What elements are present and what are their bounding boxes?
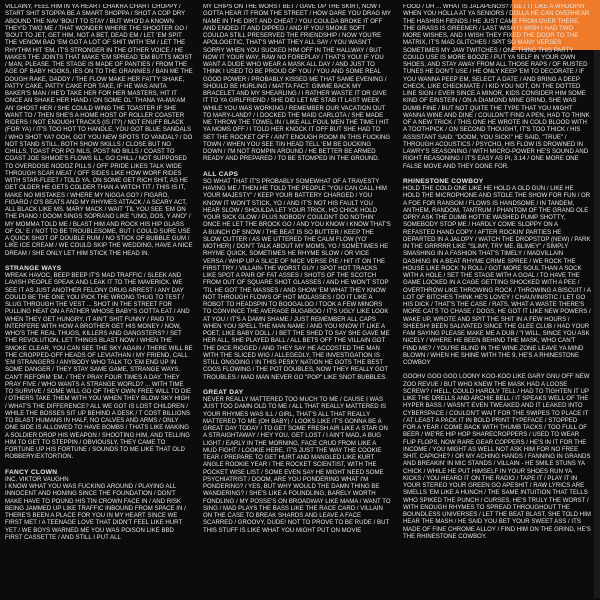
song-title: GREAT DAY: [203, 388, 244, 396]
lyrics-column-3: [403, 4, 591, 596]
song-title: RHINESTONE COWBOY: [403, 177, 484, 185]
song-block: [403, 4, 591, 171]
song-block: [403, 374, 591, 541]
song-block: [403, 178, 591, 368]
song-block: [5, 265, 193, 462]
song-block: [203, 171, 391, 382]
song-lyrics: HOLD THE COLD ONE LIKE HE HOLD A OLD GUN / LIKE HE HOLD THE MICROPHONE AND STOLE THE SHOW FOR FUN / OR A FOE FOR RANSOM / FLOWS IS HANDSOME / IN TANDEM, ANTHEM, RANDOM, TANTRUM / PHANTOM OF THE GRAND OLE OPRY ASK THE DUMB HOTTIE WASHED PUMP SHOTTY, SOMEBODY STOP ME / HARDLY COME SLOPPY ON A REFASTED HAND COPY / AFTER ROCKIN' PARTIES HE DEPARTED IN A JALOPY / WATCH THE DROPSTOP (NEW) / PARK IN THE GRRRRR LIKE "SLIMY, TRY ME. BLIMEY" / SIMPLY SMASHING IN A FASHION THAT'S TIMELY / MADVILLAIN DASHING IN A BEAT RHYME CRIME SPREE / WE ROCK THE HOUSE LIKE ROCK 'N ROLL / GOT MORE SOUL THAN A SOCK WITH A HOLE / SET THE STAGE WITH A GOAL / TO HAVE THE GAME LOCKED IN A CAGE GETTING SHOCKED WITH A PEE / OVERTHROW LIKE THROWING ROCK / THROWING A BISCUIT / A LOT OF BITCHES THINK HE'S LOVEY / CHAUVINISTIC / LET GO HIS DICK / THAT'S THE CASE / RATS, WHAT A WASTE THERE'S MORE CATS TO CHASE / DOGS, HE GOT IT LIKE NEW POWERS / WAKE UP, WROTE AND SPIT THE SHIT IN A FEW HOURS / SHEESH! BEEN SALIVATED SINCE THE GLEE CLUB / HAD YOUR FAM SAYING PLEASE MAKE ME A DUB / "I WILL, SINCE YOU ASK NICELY / WHERE HE BEEN BEHIND THE MASK, WHO CAN'T FIND ME? / YOU'RE BLIND IN THE WINE ZONE LEAVE YA MIND BLOWN / WHEN HE SHINE WITH THE 9, HE'S A RHINESTONE COWBOY: [403, 186, 591, 366]
song-block: [5, 4, 193, 258]
song-block: [203, 389, 391, 535]
song-lyrics: WREAK HAVOC, BEEP BEEP IT'S MAD TRAFFIC / SLEEK AND LAVISH PEOPLE SPEAK AND LEAK IT TO THE MAVERICK. WE SEE IT AS JUST ANOTHER FELONY DRUG ARREST / ANY DAY COULD BE THE ONE YOU PICK THE WRONG THUG TO TEST / SLUG THROUGH THE VEST ... SHOT IN THE STREET FOR PULLING HEAT ON A FATHER WHOSE BABY'S GOTTA EAT / AND WHEN THEY GET HUNGRY, IT AIN'T SHIT FUNNY / PAID TO INTERFERE WITH HOW A BROTHER GET HIS MONEY / NOW, WHO'S THE REAL THUGS, KILLERS AND GANGSTERS? / SET THE REVOLUTION, LET THINGS BLAST NOW / WHEN THE SMOKE CLEAR, YOU CAN SEE THE SKY AGAIN / THERE WILL BE THE CROPPED-OFF HEADS OF LEVIATHAN / MY FRIEND, CALL 'EM STRANGERS / ANYBODY WHO TALK TO 'EM END UP IN SOME DANGER / THEY STAY SAME GAME, STRANGE WAYS. CAN'T REFORM 'EM. / THEY PRAY FOUR TIMES A DAY. THEY PRAY FIVE / WHO WANTS A STRANGE WORLD? ... WITH TIME TO SURVIVE / SOME WILL GO OF THEY OWN FREE WILL TO DIE / OTHERS TAKE THEM WITH YOU WHEN THEY BLOW SKY HIGH / WHAT'S THE DIFFERENCE? ALL WE GOT IS LOST CHILDREN / WHILE THE BOSSES SIT UP BEHIND A DESK / T COST BILLIONS TO BLAST HUMANS IN HALF, NO CALVES AND ARMS / ONLY ONE SIDE IS ALLOWED TO HAVE BOMBS / THATS LIKE MAKING A SOLDIER DROP HIS WEAPON / SHOOTING HIM, AND TELLING HIM TO GET TO STEPPIN / OBVIOUSLY, THEY CAME TO FORTUNE UP HIS FORTUNE / SOUNDS TO ME LIKE THAT OLD ROBBERY/EXTORTION.: [5, 273, 193, 461]
song-lyrics: FOOD / UH ... WHAT IS JALAPEÑOS? / GET IT LIKE A WHOOPIN' WHEN YOU HOLLA AT YA SENIORS / DOLLA HE CAN OVERHEAR THE HASHISH FIENDS / HE JUST CAME FROM OVER THERE, THE GRASS IS GREENER / LAST WISH / I WISH I HAD TWO MORE WISHES, AND I WISH THEY FIXED THE DOOR TO THE MATRIX, IT'S MAD GLITCHES / SPIT SO MANY VERSES SOMETIMES MY JAW TWITCHES / ONE THING THIS PARTY COULD USE IS MORE BOOZE / PUT YA SELF IN YOUR OWN SHOES, AND STAY AWAY FROM ALL THOSE RAPS / OF RUSTED TUNES HE DON'T USE / HE ONLY KEEP 'EM TO DECORATE / IF YOU WANNA PEEP EM, SELECT A DATE / AND BRING A DEEP CHECK, LIKE CHECKMATE / I KID YOU NOT, ON THE DOTTED LINE SIGN / EVER SINCE A MINOR, KIDS CONSIDER HIM SOME KIND OF EINSTEIN / ON A DIAMOND MINE GRIND, SHE WAS DUMB FINE / BUT NOT QUITE THE TYPE THAT YOU MIGHT WANNA WINE AND DINE / COULDN'T FIND A PEN, HAD TO THINK OF A NEW TRICK / THIS ONE HE WROTE IN COLD BLOOD WITH A TOOTHPICK / ON SECOND THOUGHT, IT'S TOO THICK / HIS ASSISTANT SAID: "DOOM, YOU SICK!" HE SAID, "TRUE" / THROUGH ACOUSTICS / PSYCHO, HIS FLOW IS DROWNED IN LAWRY'S SEASONING / WITH MICRO-POWER HE'S SOUND AND RIGHT REASONING / IT'S EASY AS PI, 3.14 / ONE MORE ONE FALSE MOVE AND THEY DONE FOR.: [403, 4, 590, 170]
song-lyrics: MY CHIPS ON THE WORST BET / GAVE UP THE SKIRT, NOW I GOTTA HEAR IT FROM THE STREET / HOW DARE YOU DRAG MY NAME IN THE DIRT AND CHEAT / YOU COULDA BROKE IT OFF AND ENDED IT AND DIPPED / AND IF YOU SMOKE SOFT COULDA STILL PRESERVED THE FRIENDSHIP / NOW YOU'RE APOLOGETIC, THAT'S WHAT THEY ALL SAY / YOU WASN'T SORRY WHEN YOU SUCKED HIM OFF IN THE HALLWAY / BUT NOW IT YOUR WAY, RAW NO FOREPLAY / THAT'S YOU! IF YOU WANT A DUDE WHO WEAR A MASK ALL DAY / AND JUST TO THINK I USED TO BE PROUD OF YOU / YOU AND SOME REAL GOOD POWER / PROBABLY KISSED ME THAT SAME EVENING / SHOULD BE HURLING / MATTA FACT: GIMME BACK MY BRACELET AND MY SHEARLING / I RATHER WASTE IT OR GIVE IT TO YA GIRLFRIEND / SHE DID LET ME STAB IT LAST WEEK WHILE YOU WAS WORKING / REMEMBER OUR VACATION OUT TO MARY-LAND? / I DOCKED THE MAID CARLOTA / SHE MADE ME THROW THE TOWEL IN / LIKE ALL FOUL MEN THE TIME I HIT YA MOMS OFF / I TOLD HER KNOCK IT OFF BUT SHE HAD TO SET THE ROCKET OFF / AIN'T ENOUGH ROOM IN THIS FUCKING TOWN / WHEN YOU SEE TIN HEAD TELL 'EM BE DUCKING DOWN / I'M NOT ROMPIN AROUND / HE BETTER BE ARMED READY AND PREPARED / TO BE STOMPED IN THE GROUND.: [203, 4, 391, 163]
song-title: STRANGE WAYS: [5, 264, 62, 272]
song-title: FANCY CLOWN: [5, 468, 58, 476]
right-edge-strip: [594, 50, 600, 598]
song-title: ALL CAPS: [203, 170, 239, 178]
lyrics-column-2: [203, 4, 391, 596]
song-lyrics: GOOHV GOO GOO LOONY KOO-KOO LIKE GARY GNU OFF NEW ZOO REVUE / BUT WHO KNEW THE MASK HAD A LOOSE SCREW? / HELL, COULD HARDLY TELL / HAD TO TIGHTEN IT UP LIKE THE DRELLS AND ARCHIE BELL / IT SPEAKS WELL OF THE HYPER BASS / WASN'T EVEN TWEAKED AND IT LEAKED INTO CYBERSPACE / COULDN'T WAIT FOR THE SWIPES TO PLACE IT / AT LEAST A PACK IT IN BOLD PRINT TYPEFACE / STOPPED FOR A YEAR / COME BACK WITH THUMB TACKS / TOO FULL OF BEER / WE'RE HIP HOP SHARECROPPERS / USED TO WEAR FLIP FLOPS, NOW RARE GEAR COPPERS / HE'S IN IT FOR THE INCOME / YOU MIGHT AS WELL NOT ASK HIM FOR NO FREE SHIT, CAPICHE? / OR MY ACHING HANDS / FANNING IN GRANDS AND BREAKIN' IN MIC STANDS / VILLAIN - HE SMILE STUNS YA CHICK / WHILE HE PUT HIMSELF IN YOUR SHOES RUN YA KICKS / YOU HEARD IT ON THE RADIO / TAPE IT / PLAY IT IN YOUR STEREO YOUR GREEN GO APESHIT / RAW LYRICS ARE SMELLS 'EM LIKE A HUNCH / THE SAME INTUITION THAT TELLS WHO SPIKED THE PUNCH / CURSES, HE'S TRULY THE WORST / WITH ENOUGH RHYMES TO SPREAD THROUGHOUT THE BOUNDLESS UNIVERSES / LET THE BEAT BLAST, SHE TOLD HIM HEAR THE MASH / HE SAID YOU BET YOUR SWEET ASS / ITS MADE OF FINE CHROME ALLOY / FIND HIM ON THE GRIND, HE'S THE RHINESTONE COWBOY.: [403, 374, 591, 540]
song-lyrics: SO WHAT THAT IT'S PROBABLY SOMEWHAT OF A TRAVESTY HAVING ME / THEN HE TOLD THE PEOPLE "YOU CAN CALL HIM YOUR MAJESTY" / KEEP YOUR BATTERY CHARGED / YOU KNOW IT WON'T STICK, YO / AND IT'S NOT HIS FAULT YOU HEAR SLOW / SHOULDA LET YOUR TRICK, HO CHICK HOLD YOUR SICK GLOW / PLUS NOBODY COULDN'T DO NOTHIN' ONCE HE LET THE BROCK GO / AND YOU KNOW I KNOW THAT'S A BUNCH OF SNOW / THE BEAT IS SO BUTTER / KEEP THE SLOW CUTTER / AS WE UTTERED THE CALM FLOW (YO' MOTHER) / DON'T TALK ABOUT MY MOMS, YO / SOMETIMES HE RHYME QUICK, SOMETIMES HE RHYME SLOW / OR VICE VERSA / WHIP UP A SLICE OF NICE VERSE PIE / HIT IT ON THE FIRST TRY / VILLAIN-THE WORST GUY / SPOT HOT TRACKS LIKE SPOT A PAIR OF FAT ASSES / SHOTS OF THE SCOTCH FROM OUT OF SQUARE SHOT GLASSES / AND HE WON'T STOP 'TIL HE GOT THE MASSES / AND SHOW 'EM WHAT THEY KNOW NOT THROUGH FLOWS OF HOT MOLASSES / DO IT LIKE A ROBOT TO HEADSPIN TO BOOGALOO / TOOK A FEW MINORS TO CONVINCE THE AVERAGE BUGABOO / IT'S UGLY LIKE LOOK AT YOU / IT'S A DAMN SHAME / JUST REMEMBER ALL CAPS WHEN YOU SPELL THE MAN NAME / AND YOU KNOW IT LIKE A POET, LIKE BABY DOLL / I BET THE SHED TO SAY SHE GAVE ME HER ALL, SHE PLAYED BALL / ALL BETS OFF THE VILLAIN GOT THE DICE RIGGED / AND THEY SAY HE ACCOSTED THE MAN WITH THE SLICED WIG / ALLEGEDLY, THE INVESTIGATION IS STILL ONGOING / IN THIS PESKY NATION HE GOTS THE BEST COGS FLOWING / THE POT DOUBLES, NOW THEY REALLY GOT TROUBLES / MAD MAN NEVER GO "POP" LIKE SNOT BUBBLES.: [203, 178, 391, 381]
song-credit: INC. VIKTOR VAUGHN: [5, 476, 69, 483]
lyrics-column-1: [5, 4, 193, 596]
song-lyrics: NEVER REALLY MATTERED TOO MUCH TO ME / CAUSE I WAS JUST TOO DAMN OLD TO ME / ALL THAT REALLY MATTERED IS YOUR RHYMES WAS ILL / GIRL, THAT'S ALL THAT REALLY MATTERED TO ME (OH BABY) / LOOKS LIKE IT'S GONNA BE A GREAT DAY TODAY / TO GET SOME FRESH AIR LIKE A STAR ON A STRAIGHTAWAY / HEY YOU, GET LOST / I AIN'T MAD, A BUG LIGHT / EARLY IN THE MORNING, FACE CRUD FROM LIKE A MUD FIGHT / LOOKIE HERE, IT'S JUST THE WAY THE COOKIE TEAR / PREPARE TO GET HURT AND MANGLED LIKE KURT ANGLE ROOKIE YEAR / THE ROCKET SCIENTIST, WITH THE POCKET WISE LIST / SOME EVEN SAY HE MIGHT NEED SOME PSYCHIATRIST / DOOM, ARE YOU PONDERING WHAT I'M PONDERING? / YES, BUT WHY WOULD THE DAMN THING BE WANDERING? / SHE'S LIKE A FOUNDLING, BARELY WORTH FONDLING / MY POSSE'S ON BROADWAY LIKE MAMA / WANT TO SING / MAD PLAYS THE BASS LIKE THE RACE CARD / VILLAIN ON THE CASE TO BREAK SHARDS AND LEAVE A FACE SCARRED / GROOVY, DUDE! NOT TO PROVE TO BE RUDE / BUT THIS STUFF IS LIKE WHAT YOU MIGHT PUT ON MOVIE: [203, 397, 391, 534]
song-block: [203, 4, 391, 164]
song-lyrics: VILLAINY, FEEL HIM IN YA HEART CHAKRA CHART CHOPPY / START SHIT STOPPA BE A SMART SHOPPA / SHOT A COP DRY ABOUND THE NAV 'BOUT TO STAY / BUT WHO'D A KNOWN THEY'D TWO ME / THAT WONDER WHERE THE SHOOTER GO / 'BOUT TO JET, GET HIM, NOT A BET, DEAD EM / LET 'EM SPIT THE VENOM BAD 'EM GOT A LOT OF SHIT WITH 'EM / LET THE RHYTHM HIT 'EM, IT'S STRONGER IN THE OTHER VOICE / HE MAKES THE JOINTS THAT MAKE 'EM SPREAD 'EM BUTTS MOIST / MAN, PLEASE. THE STAGE IS MADE OF PANTIES / FROM THE AGE OF BABY HOOKS, IES ON TO THE GRANNIES / BAN ME THE DOUGH RAKE, DADDY / THE FLOW MAKE HER FATTY SHAKE, PATTY CAKE, PATTY CAKE FOR TAKE, IF HE WAS ANITA BAKER'S MAN / HE'D TAKE HER FOR HER MASTERS, HIT IT ONCE AN SHAKE HER HAND / ON SOME OL' THANA YA-MA'AM AN' GHOST HER / SHE COULD WING THE TOASTER IF SHE WANT TO / THEN SHE'S A HOME HOST OF ROLLER COASTER RIDERS / NOT ENOUGH TRACKS (IS IT?) / NOT ENUFF BLACK (FOR YA) / IT'S TOO HOT TO HANDLE, YOU GOT BLUE SANDALS / WHO SHOT YA? OOH, GOT YOU NEW SPOTS TO VANDAL? / DO NOT STAND STILL, BOTH SHOW SKILLS / CLOSE BUT NO CHILLS, TOAST FOR PO NILS, POST NO BILLS / COAST TO COAST JOE SHMOE'S FLOWS ILL, GO CHILL / NOT SUPPOSED TO OVERDOSE NODOZ PILLS / OFF PRIDE LIKES TALK WIDE THROUGH SCAR MEAT / OFF SIDES LIKE HOW WORF RIDES WITH STAR-FLEET / TOLD YA, ON SOME GET RICH SHIT, AS HE GET OLDER HE GETS COLDER THAN A WITCH TIT / THIS IS IT, MAKE NO MISTAKES / WHERE MY NIGGA GO? / FIGARO, FIGARO / O'S BEATS AND MY RHYMES ATTACK / A SCARY ACT, ALL BLACK LIKE MS. MARY MACK / WAIT 'TIL YOU SEE 'EM ON THE PIANO / DOOM SINGS SOPRANO LIKE "UNO, DOS, Y ANO" / MY MOMMA TOLD ME / BLAST HIM AND ROCK HIS HIP GLASS OF OL' E / NOT TO BE TROUBLESOME, BUT I COULD SURE USE A QUICK SHOT OF DOUBLE RUM / NO STICK OF BUBBLE GUM / LIKE ICE CREAM / WE COULD SKIP THE WEDDING, HAVE A NICE DREAM / SHE ONLY LET HIM STICK THE HEAD IN.: [5, 4, 193, 257]
song-block: [5, 469, 193, 543]
song-lyrics: I KNOW WHAT YOU WAS FUCKING AROUND / PLAYING ALL INNOCENT AND HONING SINCE THE FOUNDATION / DON'T MAKE HAVE TO POUND HIS TIN CROWN FACE IN / AND RISK BEING JAMMED UP LIKE TRAFFIC INBOUND FROM SPACE IN / THERE'S BEEN A PLACE FOR YOU IN MY HEART SINCE WE FIRST MET / A TEENAGE LOVE THAT DIDN'T FEEL LIKE HURT YET / WE BOYS WARNED ME YOU WAS POISON LIKE BBD FIRST CASSETTE / AND STILL I PUT ALL: [5, 484, 186, 541]
